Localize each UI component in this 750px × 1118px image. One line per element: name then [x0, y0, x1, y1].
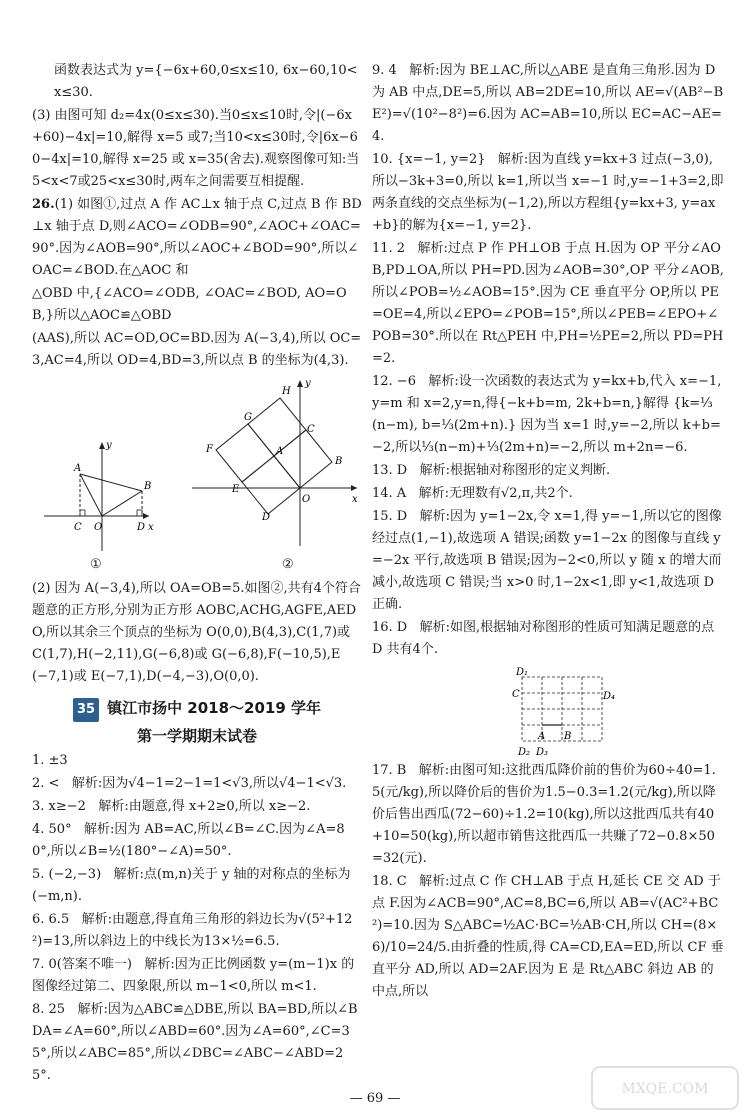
answer-item: 14. A 解析:无理数有√2,π,共2个. — [372, 486, 573, 501]
answer-item: 12. −6 解析:设一次函数的表达式为 y=kx+b,代入 x=−1,y=m 和 x=2,y=n,得{−k+b=m, 2k+b=n,}解得 {k=⅓(n−m), b=⅓(2m+n).} 因为当 x=1 时,y=−2,所以 k+b=−2,所以⅓(n−m)+⅓(2m+n)=−2,所以 m+2n=−6. — [372, 374, 722, 455]
answer-item: 3. x≥−2 解析:由题意,得 x+2≥0,所以 x≥−2. — [32, 799, 311, 814]
svg-text:A: A — [276, 446, 284, 457]
figure-2-caption: ② — [282, 557, 294, 572]
svg-text:F: F — [206, 444, 213, 455]
paragraph: 函数表达式为 y={−6x+60,0≤x≤10, 6x−60,10<x≤30. — [54, 63, 358, 100]
svg-text:B: B — [335, 456, 343, 467]
figure-2 — [192, 376, 362, 551]
svg-text:C: C — [512, 689, 520, 700]
svg-text:D₁: D₁ — [516, 667, 529, 678]
svg-text:D: D — [137, 522, 146, 533]
answer-item: 13. D 解析:根据轴对称图形的定义判断. — [372, 463, 611, 478]
section-title — [32, 696, 362, 722]
figures-row — [32, 376, 362, 576]
paragraph: (1) 如图①,过点 A 作 AC⊥x 轴于点 C,过点 B 作 BD⊥x 轴于点 D,则∠ACO=∠ODB=90°,∠AOC+∠OAC=90°.因为∠AOB=90°,所以∠AOC+∠BOD=90°,所以∠OAC=∠BOD.在△AOC 和 — [32, 197, 362, 278]
paragraph: (3) 由图可知 d₂=4x(0≤x≤30).当0≤x≤10时,令|(−6x+60)−4x|=10,解得 x=5 或7;当10<x≤30时,令|6x−60−4x|=10,解得 x=25 或 x=35(舍去).观察图像可知:当5<x<7或25<x≤30时,两车之间需要互相提醒. — [32, 108, 360, 189]
section-title-line-1: 镇江市扬中 2018～2019 学年 — [107, 699, 322, 717]
question-number: 26. — [32, 197, 55, 212]
grid-diagram — [502, 663, 622, 758]
section-badge: 35 — [73, 698, 99, 722]
svg-text:A: A — [538, 731, 546, 742]
answer-item: 6. 6.5 解析:由题意,得直角三角形的斜边长为√(5²+12²)=13,所以斜边上的中线长为13×½=6.5. — [32, 912, 353, 949]
figure-1 — [44, 386, 154, 556]
svg-text:H: H — [282, 386, 291, 397]
svg-text:O: O — [302, 494, 311, 505]
svg-text:y: y — [106, 440, 112, 451]
svg-text:C: C — [74, 522, 82, 533]
svg-text:D: D — [262, 512, 271, 523]
figure-1-caption: ① — [90, 557, 102, 572]
svg-text:x: x — [352, 494, 358, 505]
svg-text:A: A — [74, 463, 82, 474]
answer-item: 8. 25 解析:因为△ABC≌△DBE,所以 BA=BD,所以∠BDA=∠A=60°,所以∠ABD=60°.因为∠A=60°,∠C=35°,所以∠ABC=85°,所以∠DBC=∠ABC−∠ABD=25°. — [32, 1002, 358, 1083]
answer-item: 7. 0(答案不唯一) 解析:因为正比例函数 y=(m−1)x 的图像经过第二、四象限,所以 m−1<0,所以 m<1. — [32, 957, 355, 994]
paragraph: (AAS),所以 AC=OD,OC=BD.因为 A(−3,4),所以 OC=3,AC=4,所以 OD=4,BD=3,所以点 B 的坐标为(4,3). — [32, 331, 362, 368]
answer-item: 10. {x=−1, y=2} 解析:因为直线 y=kx+3 过点(−3,0),所以−3k+3=0,所以 k=1,所以当 x=−1 时,y=−1+3=2,即两条直线的交点坐标为(−1,2),所以方程组{y=kx+3, y=ax+b}的解为{x=−1, y=2}. — [372, 152, 724, 233]
answer-item: 2. < 解析:因为√4−1=2−1=1<√3,所以√4−1<√3. — [32, 776, 347, 791]
svg-text:B: B — [564, 731, 572, 742]
svg-text:G: G — [244, 412, 252, 423]
svg-text:D₃: D₃ — [536, 747, 549, 758]
svg-text:x: x — [148, 522, 154, 533]
answer-item: 18. C 解析:过点 C 作 CH⊥AB 于点 H,延长 CE 交 AD 于点 F.因为∠ACB=90°,AC=8,BC=6,所以 AB=√(AC²+BC²)=10.因为 S△ABC=½AC·BC=½AB·CH,所以 CH=(8×6)/10=24/5.由折叠的性质,得 CA=CD,EA=ED,所以 CF 垂直平分 AD,所以 AD=2AF.因为 E 是 Rt△ABC 斜边 AB 的中点,所以 — [372, 874, 724, 999]
grid-figure — [372, 663, 724, 758]
watermark-logo — [590, 1063, 740, 1113]
paragraph: △OBD 中,{∠ACO=∠ODB, ∠OAC=∠BOD, AO=OB,}所以△AOC≌△OBD — [32, 286, 347, 323]
answer-item: 16. D 解析:如图,根据轴对称图形的性质可知满足题意的点 D 共有4个. — [372, 620, 719, 657]
svg-text:E: E — [232, 484, 240, 495]
svg-text:B: B — [144, 481, 152, 492]
left-column — [32, 60, 362, 1088]
paragraph: (2) 因为 A(−3,4),所以 OA=OB=5.如图②,共有4个符合题意的正方形,分别为正方形 AOBC,ACHG,AGFE,AEDO,所以其余三个顶点的坐标为 O(0,0),B(4,3),C(1,7)或 C(1,7),H(−2,11),G(−6,8)或 G(−6,8),F(−10,5),E(−7,1)或 E(−7,1),D(−4,−3),O(0,0). — [32, 581, 361, 684]
svg-text:C: C — [307, 424, 315, 435]
section-subtitle: 第一学期期末试卷 — [136, 727, 257, 745]
answer-item: 15. D 解析:因为 y=1−2x,令 x=1,得 y=−1,所以它的图像经过点(1,−1),故选项 A 错误;函数 y=1−2x 的图像与直线 y=−2x 平行,故选项 B 错误;因为−2<0,所以 y 随 x 的增大而减小,故选项 C 错误;当 x>0 时,1−2x<1,即 y<1,故选项 D 正确. — [372, 509, 722, 612]
answer-item: 17. B 解析:由图可知:这批西瓜降价前的售价为60÷40=1.5(元/kg),所以降价后的售价为1.5−0.3=1.2(元/kg),所以降价后售出西瓜(72−60)÷1.2=10(kg),所以这批西瓜共有40+10=50(kg),所以超市销售这批西瓜一共赚了72−0.8×50=32(元). — [372, 763, 716, 866]
page-number: — 69 — — [349, 1091, 401, 1106]
svg-text:MXQE.COM: MXQE.COM — [621, 1081, 709, 1097]
svg-text:O: O — [94, 522, 103, 533]
svg-text:y: y — [305, 378, 311, 389]
answer-item: 9. 4 解析:因为 BE⊥AC,所以△ABE 是直角三角形.因为 D 为 AB 中点,DE=5,所以 AB=2DE=10,所以 AE=√(AB²−BE²)=√(10²−8²)=6.因为 AC=AB=10,所以 EC=AC−AE=4. — [372, 63, 724, 144]
right-column — [372, 60, 724, 1004]
answer-item: 1. ±3 — [32, 753, 68, 768]
answer-item: 5. (−2,−3) 解析:点(m,n)关于 y 轴的对称点的坐标为(−m,n). — [32, 867, 351, 904]
answer-item: 11. 2 解析:过点 P 作 PH⊥OB 于点 H.因为 OP 平分∠AOB,PD⊥OA,所以 PH=PD.因为∠AOB=30°,OP 平分∠AOB,所以∠POB=½∠AOB=15°.因为 CE 垂直平分 OP,所以 PE=OE=4,所以∠EPO=∠POB=15°,所以∠PEB=∠EPO+∠POB=30°.所以在 Rt△PEH 中,PH=½PE=2,所以 PD=PH=2. — [372, 241, 724, 366]
svg-text:D₄: D₄ — [603, 691, 616, 702]
answer-item: 4. 50° 解析:因为 AB=AC,所以∠B=∠C.因为∠A=80°,所以∠B=½(180°−∠A)=50°. — [32, 822, 345, 859]
svg-text:D₂: D₂ — [518, 747, 531, 758]
